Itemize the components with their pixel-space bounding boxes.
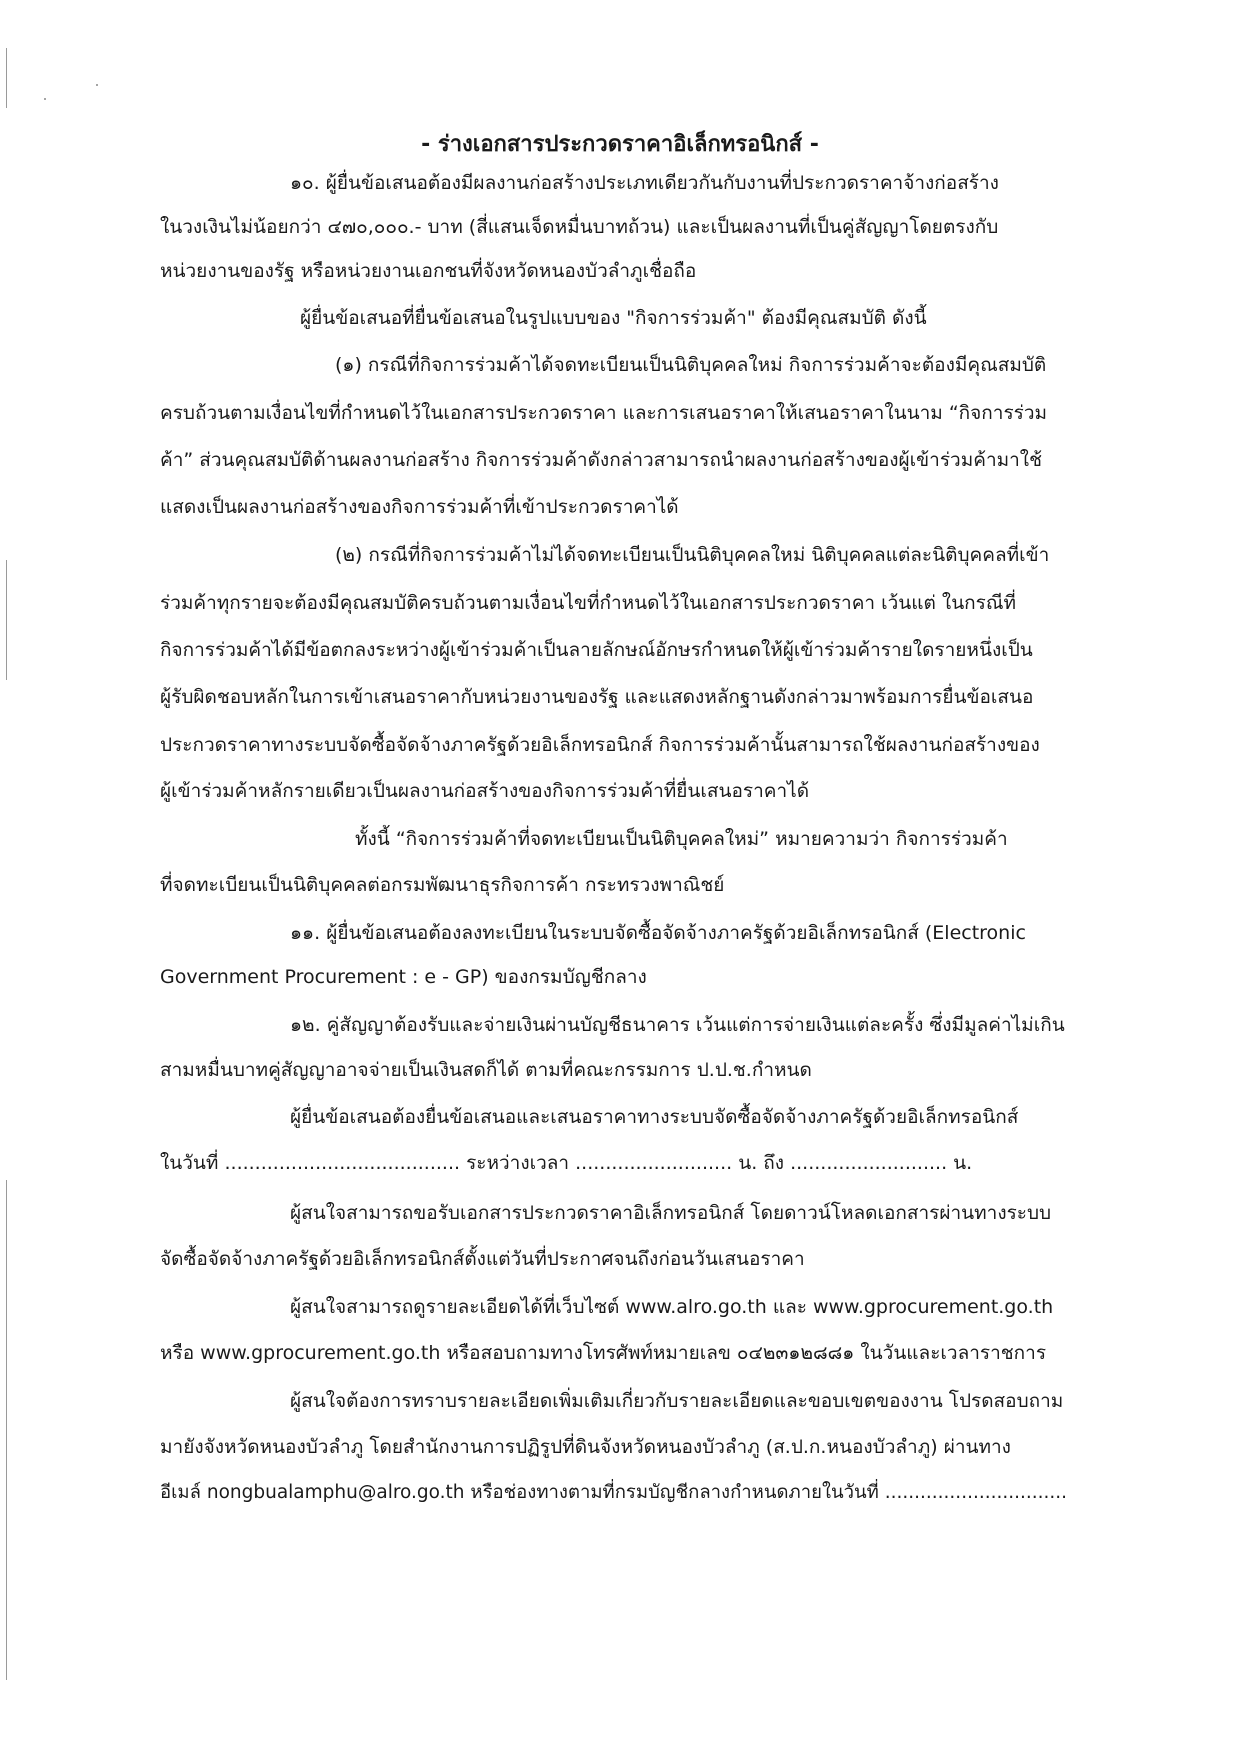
scan-speck: [44, 98, 46, 100]
text-line: ผู้สนใจสามารถดูรายละเอียดได้ที่เว็บไซต์ www.alro.go.th และ www.gprocurement.go.th: [290, 1296, 1054, 1318]
text-line: ผู้ยื่นข้อเสนอต้องยื่นข้อเสนอและเสนอราคาทางระบบจัดซื้อจัดจ้างภาครัฐด้วยอิเล็กทรอนิกส์: [290, 1106, 1019, 1128]
text-line: จัดซื้อจัดจ้างภาครัฐด้วยอิเล็กทรอนิกส์ตั้งแต่วันที่ประกาศจนถึงก่อนวันเสนอราคา: [160, 1248, 805, 1270]
text-line: กิจการร่วมค้าได้มีข้อตกลงระหว่างผู้เข้าร่วมค้าเป็นลายลักษณ์อักษรกำหนดให้ผู้เข้าร่วมค้ารายใดรายหนึ่งเป็น: [160, 639, 1033, 661]
text-line: ๑๐. ผู้ยื่นข้อเสนอต้องมีผลงานก่อสร้างประเภทเดียวกันกับงานที่ประกวดราคาจ้างก่อสร้าง: [290, 172, 999, 194]
scan-edge-mark: [6, 1180, 7, 1680]
text-line: มายังจังหวัดหนองบัวลำภู โดยสำนักงานการปฏิรูปที่ดินจังหวัดหนองบัวลำภู (ส.ป.ก.หนองบัวลำภู) ผ่านทาง: [160, 1436, 1011, 1458]
text-line: ทั้งนี้ “กิจการร่วมค้าที่จดทะเบียนเป็นนิติบุคคลใหม่” หมายความว่า กิจการร่วมค้า: [355, 828, 1008, 850]
text-line: Government Procurement : e - GP) ของกรมบัญชีกลาง: [160, 966, 647, 988]
document-title: - ร่างเอกสารประกวดราคาอิเล็กทรอนิกส์ -: [421, 132, 819, 157]
text-line: ๑๒. คู่สัญญาต้องรับและจ่ายเงินผ่านบัญชีธนาคาร เว้นแต่การจ่ายเงินแต่ละครั้ง ซึ่งมีมูลค่าไม่เกิน: [290, 1014, 1065, 1036]
text-line: สามหมื่นบาทคู่สัญญาอาจจ่ายเป็นเงินสดก็ได้ ตามที่คณะกรรมการ ป.ป.ช.กำหนด: [160, 1059, 812, 1081]
text-line: ที่จดทะเบียนเป็นนิติบุคคลต่อกรมพัฒนาธุรกิจการค้า กระทรวงพาณิชย์: [160, 874, 725, 896]
scan-edge-mark: [6, 560, 7, 680]
text-line: ในวงเงินไม่น้อยกว่า ๔๗๐,๐๐๐.- บาท (สี่แสนเจ็ดหมื่นบาทถ้วน) และเป็นผลงานที่เป็นคู่สัญญาโดยตรงกับ: [160, 216, 999, 238]
text-line: ผู้สนใจสามารถขอรับเอกสารประกวดราคาอิเล็กทรอนิกส์ โดยดาวน์โหลดเอกสารผ่านทางระบบ: [290, 1202, 1052, 1224]
text-line: ผู้รับผิดชอบหลักในการเข้าเสนอราคากับหน่วยงานของรัฐ และแสดงหลักฐานดังกล่าวมาพร้อมการยื่นข้อเสนอ: [160, 686, 1034, 708]
scan-speck: [96, 84, 98, 86]
text-line: ประกวดราคาทางระบบจัดซื้อจัดจ้างภาครัฐด้วยอิเล็กทรอนิกส์ กิจการร่วมค้านั้นสามารถใช้ผลงานก่อสร้างของ: [160, 734, 1040, 756]
text-line: ร่วมค้าทุกรายจะต้องมีคุณสมบัติครบถ้วนตามเงื่อนไขที่กำหนดไว้ในเอกสารประกวดราคา เว้นแต่ ในกรณีที่: [160, 592, 1017, 614]
text-line: หรือ www.gprocurement.go.th หรือสอบถามทางโทรศัพท์หมายเลข ๐๔๒๓๑๒๘๘๑ ในวันและเวลาราชการ: [160, 1342, 1047, 1364]
text-line: ผู้ยื่นข้อเสนอที่ยื่นข้อเสนอในรูปแบบของ "กิจการร่วมค้า" ต้องมีคุณสมบัติ ดังนี้: [300, 307, 927, 329]
scan-edge-mark: [6, 48, 7, 108]
text-line: ครบถ้วนตามเงื่อนไขที่กำหนดไว้ในเอกสารประกวดราคา และการเสนอราคาให้เสนอราคาในนาม “กิจการร่วม: [160, 402, 1048, 424]
text-line: ค้า” ส่วนคุณสมบัติด้านผลงานก่อสร้าง กิจการร่วมค้าดังกล่าวสามารถนำผลงานก่อสร้างของผู้เข้าร่วมค้ามาใช้: [160, 449, 1042, 471]
text-line: (๑) กรณีที่กิจการร่วมค้าได้จดทะเบียนเป็นนิติบุคคลใหม่ กิจการร่วมค้าจะต้องมีคุณสมบัติ: [335, 354, 1047, 376]
text-line: (๒) กรณีที่กิจการร่วมค้าไม่ได้จดทะเบียนเป็นนิติบุคคลใหม่ นิติบุคคลแต่ละนิติบุคคลที่เข้า: [335, 544, 1050, 566]
text-line: ในวันที่ ....................................... ระหว่างเวลา .......................... น. ถึง .......................... น.: [160, 1152, 973, 1174]
text-line: หน่วยงานของรัฐ หรือหน่วยงานเอกชนที่จังหวัดหนองบัวลำภูเชื่อถือ: [160, 260, 697, 282]
text-line: ๑๑. ผู้ยื่นข้อเสนอต้องลงทะเบียนในระบบจัดซื้อจัดจ้างภาครัฐด้วยอิเล็กทรอนิกส์ (Electronic: [290, 922, 1026, 944]
text-line: ผู้เข้าร่วมค้าหลักรายเดียวเป็นผลงานก่อสร้างของกิจการร่วมค้าที่ยื่นเสนอราคาได้: [160, 780, 810, 802]
text-line: ผู้สนใจต้องการทราบรายละเอียดเพิ่มเติมเกี่ยวกับรายละเอียดและขอบเขตของงาน โปรดสอบถาม: [290, 1390, 1064, 1412]
text-line: แสดงเป็นผลงานก่อสร้างของกิจการร่วมค้าที่เข้าประกวดราคาได้: [160, 496, 679, 518]
text-line: อีเมล์ nongbualamphu@alro.go.th หรือช่องทางตามที่กรมบัญชีกลางกำหนดภายในวันที่ ...............................: [160, 1482, 1068, 1503]
